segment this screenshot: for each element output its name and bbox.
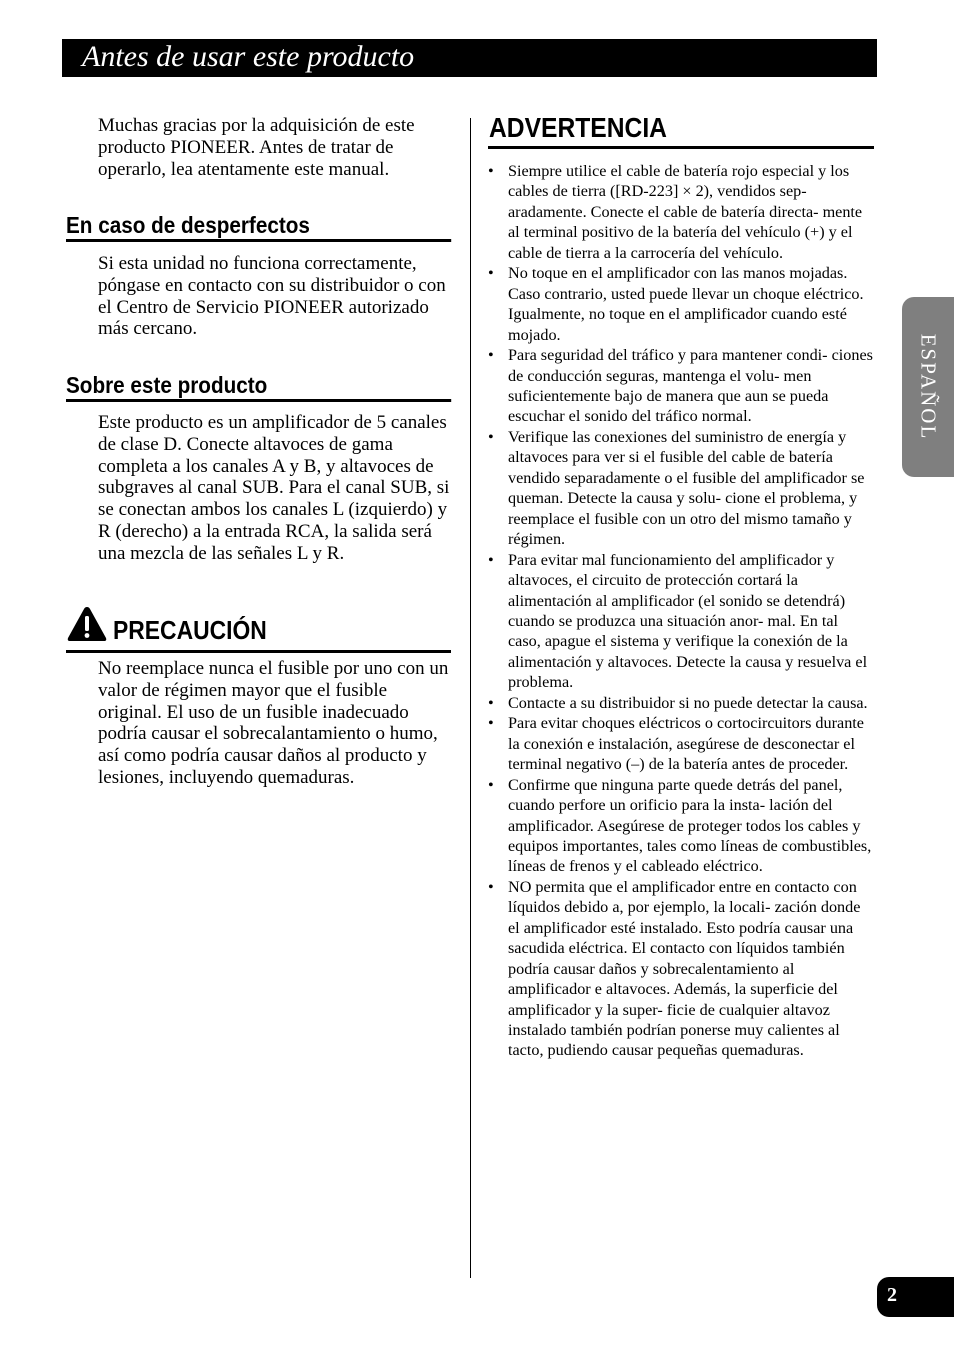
- list-item: • Siempre utilice el cable de batería rojo especial y los cables de tierra ([RD-223] × 2), vendidos sep- aradamente. Conecte el cable de batería directa- mente al terminal positivo de la batería del vehículo (+) y el cable de tierra a la carrocería del vehículo.: [488, 162, 863, 262]
- section-heading-producto: Sobre este producto: [66, 371, 451, 402]
- bullet-icon: •: [488, 427, 494, 446]
- bullet-icon: •: [488, 714, 494, 733]
- bullet-icon: •: [488, 162, 494, 180]
- page-title: Antes de usar este producto: [82, 40, 415, 73]
- warning-heading-label: ADVERTENCIA: [489, 112, 667, 143]
- list-item: • Contacte a su distribuidor si no puede detectar la causa.: [488, 693, 868, 712]
- section-body-producto: Este producto es un amplificador de 5 canales de clase D. Conecte altavoces de gama completa a los canales A y B, y altavoces de subgraves al canal SUB. Para el canal SUB, si se conectan ambos los canales L (izquierdo) y R (derecho) a la entrada RCA, la salida será una mezcla de las señales L y R.: [98, 412, 450, 564]
- caution-body: No reemplace nunca el fusible por uno con un valor de régimen mayor que el fusible original. El uso de un fusible inadecuado podría causar el sobrecalantamiento o humo, así como podría causar daños al producto y lesiones, incluyendo quemaduras.: [98, 658, 449, 788]
- language-tab: [902, 297, 954, 477]
- list-item: • Para seguridad del tráfico y para mantener condi- ciones de conducción seguras, mantenga el volu- men suficientemente bajo de manera que aun se pueda escuchar el sonido del tráfico normal.: [488, 346, 873, 426]
- intro-paragraph: Muchas gracias por la adquisición de este producto PIONEER. Antes de tratar de operarlo, lea atentamente este manual.: [98, 115, 415, 180]
- bullet-icon: •: [488, 550, 494, 569]
- warning-triangle-icon: [67, 606, 107, 642]
- page-number: 2: [887, 1284, 897, 1306]
- column-divider: [470, 118, 471, 1278]
- section-heading-desperfectos: En caso de desperfectos: [66, 211, 451, 242]
- warning-list: [488, 161, 874, 1061]
- list-item: • No toque en el amplificador con las manos mojadas. Caso contrario, usted puede llevar un choque eléctrico. Igualmente, no toque en el amplificador cuando esté mojado.: [488, 264, 864, 344]
- bullet-icon: •: [488, 775, 494, 794]
- list-item: • Para evitar choques eléctricos o cortocircuitors durante la conexión e instalación, asegúrese de desconectar el terminal negativo (–) de la batería antes de proceder.: [488, 714, 864, 774]
- caution-heading: [66, 604, 451, 653]
- bullet-icon: •: [488, 264, 494, 283]
- list-item: • Confirme que ninguna parte quede detrás del panel, cuando perfore un orificio para la insta- lación del amplificador. Asegúrese de proteger todos los cables y equipos importantes, tales como líneas de combustibles, líneas de frenos y el cableado eléctrico.: [488, 775, 872, 876]
- warning-heading: [488, 112, 874, 149]
- bullet-icon: •: [488, 346, 494, 365]
- list-item: • NO permita que el amplificador entre en contacto con líquidos debido a, por ejemplo, la locali- zación donde el amplificador esté instalado. Esto podría causar una sacudida eléctrica. El contacto con líquidos también podría causar daños y sobrecalentamiento al amplificador e altavoces. Además, la superficie del amplificador y la super- ficie de cualquier altavoz instalado también podrían ponerse muy calientes al tacto, pudiendo causar pequeñas quemaduras.: [488, 877, 861, 1060]
- bullet-icon: •: [488, 693, 494, 712]
- caution-heading-label: PRECAUCIÓN: [113, 615, 267, 645]
- list-item: • Para evitar mal funcionamiento del amplificador y altavoces, el circuito de protección cortará la alimentación al amplificador (el sonido se detendrá) cuando se produzca una situación anor- mal. En tal caso, apague el sistema y verifique la conexión de la alimentación y altavoces. Detecte la causa y resuelva el problema.: [488, 550, 868, 692]
- page-title-bar: [62, 39, 877, 77]
- language-tab-label: ESPAÑOL: [916, 333, 941, 441]
- bullet-icon: •: [488, 877, 494, 896]
- list-item: • Verifique las conexiones del suministro de energía y altavoces para ver si el fusible del cable de batería vendido separadamente o el fusible del amplificador se queman. Detecte la causa y solu- cione el problema, y reemplace el fusible con un otro del mismo tamaño y régimen.: [488, 427, 865, 549]
- page-number-tab: [877, 1277, 954, 1317]
- section-body-desperfectos: Si esta unidad no funciona correctamente, póngase en contacto con su distribuidor o con el Centro de Servicio PIONEER autorizado más cercano.: [98, 253, 446, 340]
